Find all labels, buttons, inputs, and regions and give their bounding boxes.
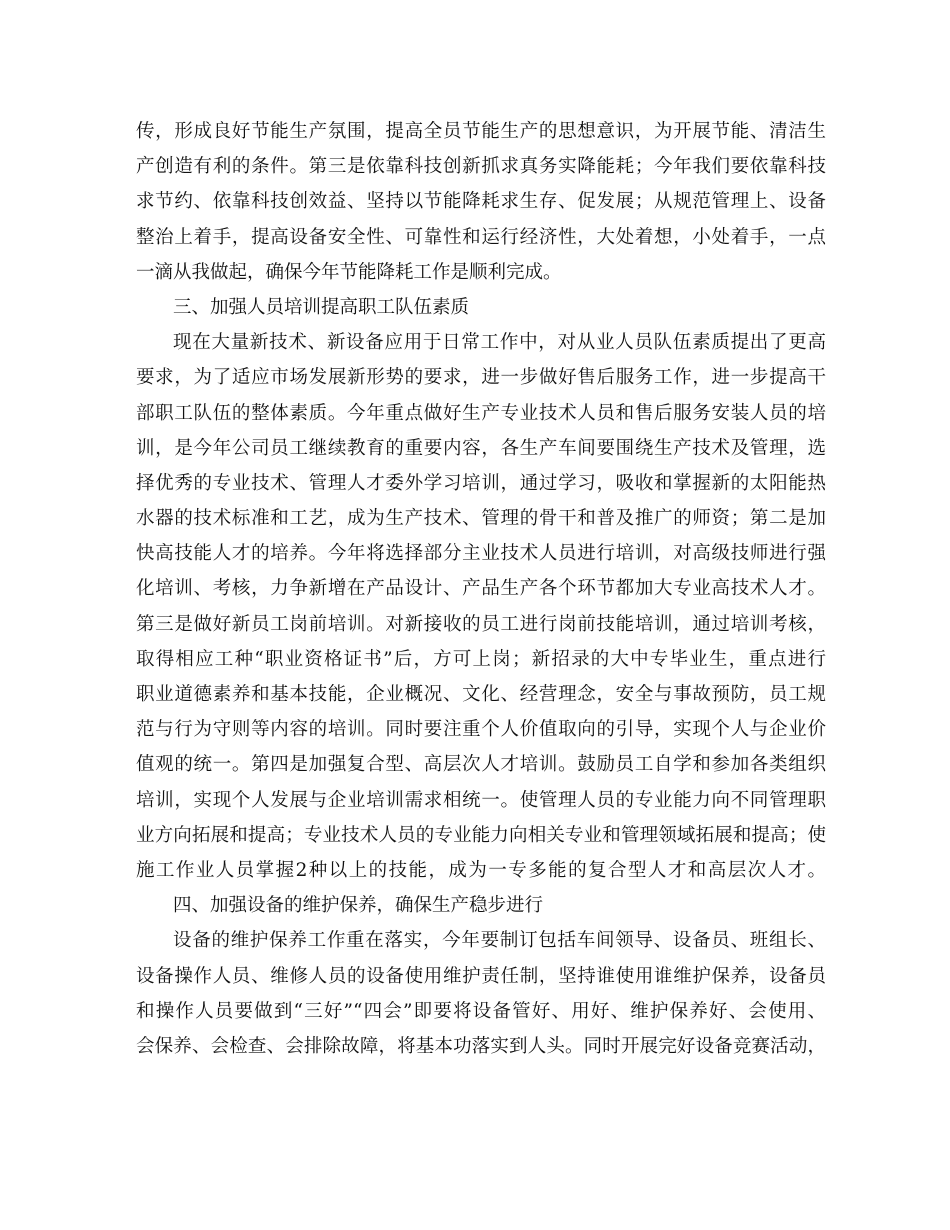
- text-line: 三、加强人员培训提高职工队伍素质: [173, 296, 470, 318]
- text-line: 训，是今年公司员工继续教育的重要内容，各生产车间要围绕生产技术及管理，选: [136, 437, 826, 459]
- text-line: 部职工队伍的整体素质。今年重点做好生产专业技术人员和售后服务安装人员的培: [136, 402, 826, 424]
- text-line: 业方向拓展和提高；专业技术人员的专业能力向相关专业和管理领域拓展和提高；使: [136, 824, 826, 846]
- text-line: 现在大量新技术、新设备应用于日常工作中，对从业人员队伍素质提出了更高: [173, 332, 826, 354]
- text-line: 设备操作人员、维修人员的设备使用维护责任制，坚持谁使用谁维护保养，设备员: [136, 965, 826, 987]
- text-line: 范与行为守则等内容的培训。同时要注重个人价值取向的引导，实现个人与企业价: [136, 719, 826, 741]
- document-body: [136, 114, 826, 1064]
- text-line: 会保养、会检查、会排除故障，将基本功落实到人头。同时开展完好设备竞赛活动，: [136, 1035, 826, 1057]
- text-line: 产创造有利的条件。第三是依靠科技创新抓求真务实降能耗；今年我们要依靠科技: [136, 156, 826, 178]
- text-line: 整治上着手，提高设备安全性、可靠性和运行经济性，大处着想，小处着手，一点: [136, 226, 826, 248]
- text-line: 取得相应工种“职业资格证书”后，方可上岗；新招录的大中专毕业生，重点进行: [136, 648, 826, 670]
- text-line: 快高技能人才的培养。今年将选择部分主业技术人员进行培训，对高级技师进行强: [136, 543, 826, 565]
- text-line: 设备的维护保养工作重在落实，今年要制订包括车间领导、设备员、班组长、: [173, 930, 826, 952]
- text-line: 要求，为了适应市场发展新形势的要求，进一步做好售后服务工作，进一步提高干: [136, 367, 826, 389]
- text-line: 求节约、依靠科技创效益、坚持以节能降耗求生存、促发展；从规范管理上、设备: [136, 191, 826, 213]
- text-line: 施工作业人员掌握2种以上的技能，成为一专多能的复合型人才和高层次人才。: [136, 859, 826, 881]
- text-line: 水器的技术标准和工艺，成为生产技术、管理的骨干和普及推广的师资；第二是加: [136, 508, 826, 530]
- text-line: 一滴从我做起，确保今年节能降耗工作是顺利完成。: [136, 261, 562, 283]
- text-line: 第三是做好新员工岗前培训。对新接收的员工进行岗前技能培训，通过培训考核，: [136, 613, 826, 635]
- text-line: 和操作人员要做到“三好”“四会”即要将设备管好、用好、维护保养好、会使用、: [136, 1000, 826, 1022]
- text-line: 职业道德素养和基本技能，企业概况、文化、经营理念，安全与事故预防，员工规: [136, 684, 826, 705]
- text-line: 值观的统一。第四是加强复合型、高层次人才培训。鼓励员工自学和参加各类组织: [136, 754, 826, 776]
- text-line: 传，形成良好节能生产氛围，提高全员节能生产的思想意识，为开展节能、清洁生: [136, 121, 826, 142]
- text-line: 化培训、考核，力争新增在产品设计、产品生产各个环节都加大专业高技术人才。: [136, 578, 826, 600]
- text-line: 四、加强设备的维护保养，确保生产稳步进行: [173, 895, 544, 917]
- text-line: 培训，实现个人发展与企业培训需求相统一。使管理人员的专业能力向不同管理职: [136, 789, 826, 811]
- text-line: 择优秀的专业技术、管理人才委外学习培训，通过学习，吸收和掌握新的太阳能热: [136, 472, 826, 494]
